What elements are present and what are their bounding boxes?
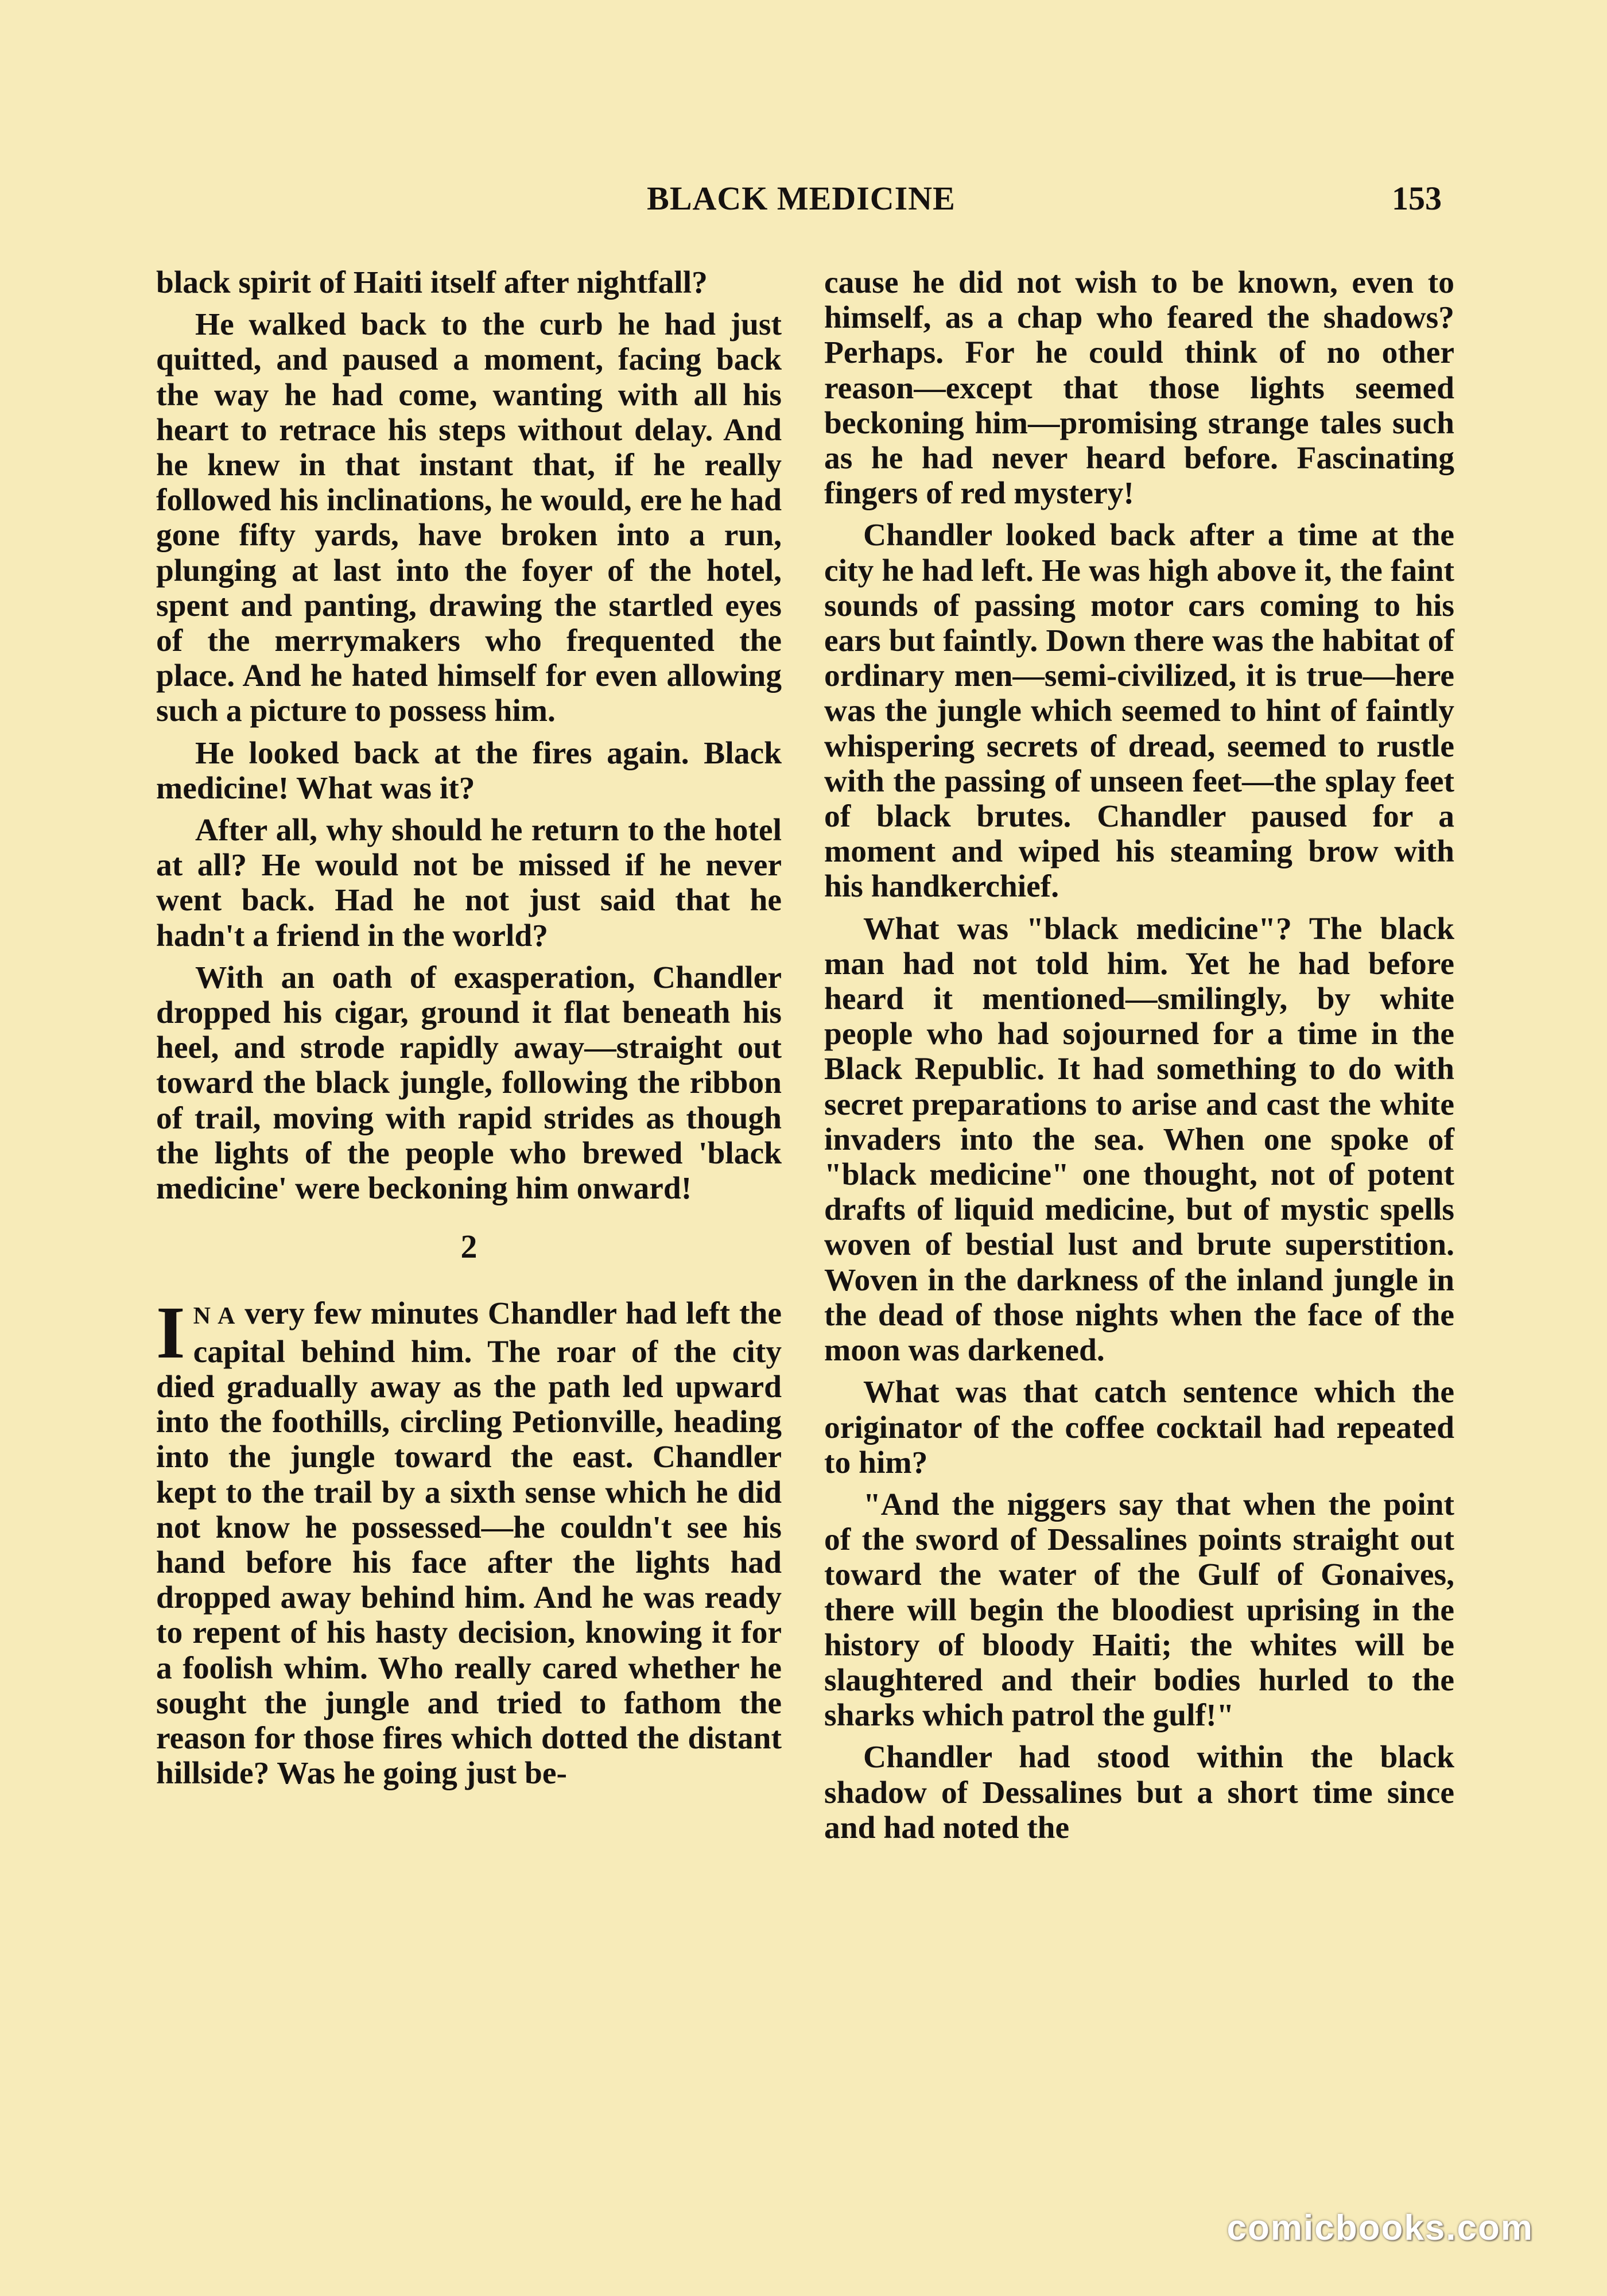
paragraph: With an oath of exasperation, Chandler dropped his cigar, ground it flat beneath his heel, and strode rapidly away—straight out toward the black jungle, following the ribbon of trail, moving with rapid strides as though the lights of the people who brewed 'black medicine' were beckoning him onward! (156, 960, 782, 1207)
paragraph: Chandler had stood within the black shadow of Dessalines but a short time since and had noted the (824, 1740, 1454, 1845)
drop-cap: I (156, 1292, 185, 1375)
paragraph: What was "black medicine"? The black man had not told him. Yet he had before heard it mentioned—smilingly, by white people who had sojourned for a time in the Black Republic. It had something to do with secret preparations to arise and cast the white invaders into the sea. When one spoke of "black medicine" one thought, not of potent drafts of liquid medicine, but of mystic spells woven of bestial lust and brute superstition. Woven in the darkness of the inland jungle in the dead of those nights when the face of the moon was darkened. (824, 911, 1454, 1368)
paragraph: Chandler looked back after a time at the city he had left. He was high above it, the faint sounds of passing motor cars coming to his ears but faintly. Down there was the habitat of ordinary men—semi-civilized, it is true—here was the jungle which seemed to hint of faintly whispering secrets of dread, seemed to rustle with the passing of unseen feet—the splay feet of black brutes. Chandler paused for a moment and wiped his steaming brow with his handkerchief. (824, 518, 1454, 905)
dropcap-paragraph (156, 1292, 782, 1791)
paragraph: black spirit of Haiti itself after nightfall? (156, 265, 708, 300)
paragraph: After all, why should he return to the hotel at all? He would not be missed if he never went back. Had he not just said that he hadn't a friend in the world? (156, 813, 782, 953)
paragraph: What was that catch sentence which the originator of the coffee cocktail had repeated to him? (824, 1375, 1454, 1480)
right-column (824, 265, 1454, 1852)
running-title: BLACK MEDICINE (647, 180, 956, 217)
small-caps-text: N A (193, 1303, 236, 1330)
page-number: 153 (1392, 180, 1442, 217)
watermark: comicbooks.com (1226, 2208, 1534, 2248)
paragraph: He looked back at the fires again. Black medicine! What was it? (156, 735, 782, 806)
page-header (156, 179, 1446, 225)
paragraph: "And the niggers say that when the point of the sword of Dessalines points straight out toward the water of the Gulf of Gonaives, there will begin the bloodiest uprising in the history of bloody Haiti; the whites will be slaughtered and their bodies hurled to the sharks which patrol the gulf!" (824, 1487, 1454, 1733)
paragraph: cause he did not wish to be known, even to himself, as a chap who feared the shadows? Perhaps. For he could think of no other reason—except that those lights seemed beckoning him—promising strange tales such as he had never heard before. Fascinating fingers of red mystery! (824, 265, 1454, 511)
left-column (156, 265, 782, 1798)
paragraph: He walked back to the curb he had just quitted, and paused a moment, facing back the way he had come, wanting with all his heart to retrace his steps without delay. And he knew in that instant that, if he really followed his inclinations, he would, ere he had gone fifty yards, have broken into a run, plunging at last into the foyer of the hotel, spent and panting, drawing the startled eyes of the merrymakers who frequented the place. And he hated himself for even allowing such a picture to possess him. (156, 307, 782, 729)
section-number: 2 (460, 1228, 478, 1266)
paragraph-text: very few minutes Chandler had left the capital behind him. The roar of the city died gradually away as the path led upward into the foothills, circling Petionville, heading into the jungle toward the east. Chandler kept to the trail by a sixth sense which he did not know he possessed—he couldn't see his hand before his face after the lights had dropped away behind him. And he was ready to repent of his hasty decision, knowing it for a foolish whim. Who really cared whether he sought the jungle and tried to fathom the reason for those fires which dotted the distant hillside? Was he going just be- (156, 1296, 782, 1791)
